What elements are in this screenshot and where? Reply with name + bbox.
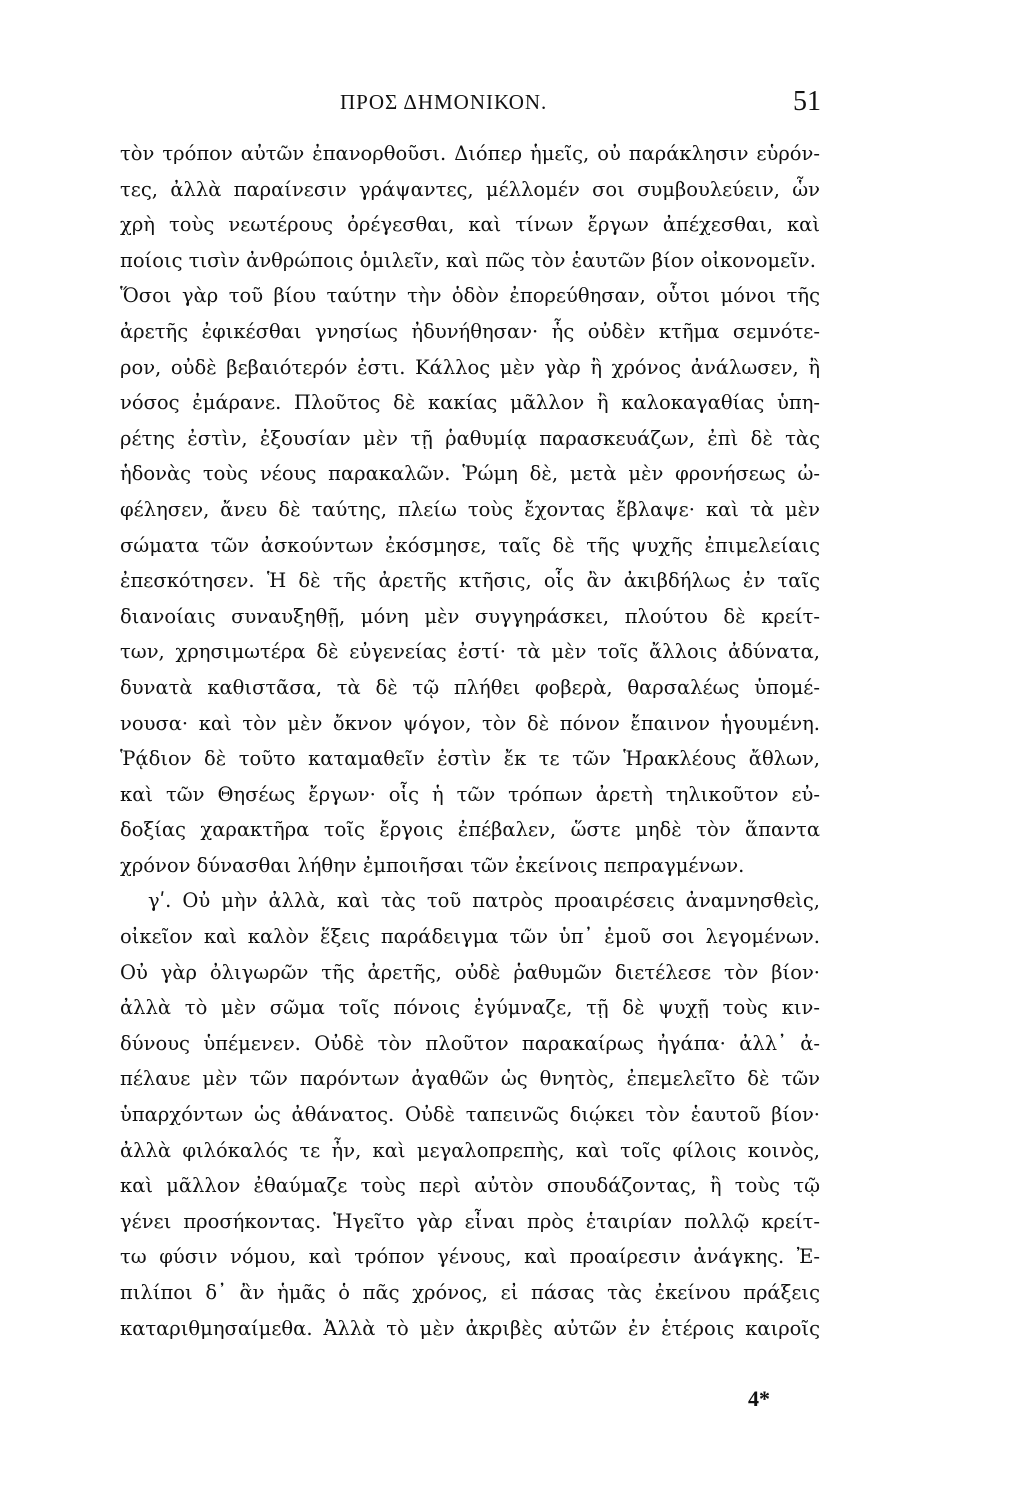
text-line: νουσα· καὶ τὸν μὲν ὄκνον ψόγον, τὸν δὲ πόνον ἔπαινον ἡγουμένη. — [120, 711, 820, 735]
text-line: ἡδονὰς τοὺς νέους παρακαλῶν. Ῥώμη δὲ, μετὰ μὲν φρονήσεως ὠ- — [120, 462, 820, 486]
text-line: δοξίας χαρακτῆρα τοῖς ἔργοις ἐπέβαλεν, ὥστε μηδὲ τὸν ἅπαντα — [120, 818, 820, 842]
text-line: ἀλλὰ φιλόκαλός τε ἦν, καὶ μεγαλοπρεπὴς, καὶ τοῖς φίλοις κοινὸς, — [120, 1138, 820, 1162]
text-line: Οὐ γὰρ ὀλιγωρῶν τῆς ἀρετῆς, οὐδὲ ῥαθυμῶν διετέλεσε τὸν βίον· — [120, 960, 820, 984]
text-line: πέλαυε μὲν τῶν παρόντων ἀγαθῶν ὡς θνητὸς, ἐπεμελεῖτο δὲ τῶν — [120, 1067, 820, 1091]
text-line: τες, ἀλλὰ παραίνεσιν γράψαντες, μέλλομέν σοι συμβουλεύειν, ὧν — [120, 177, 820, 201]
text-line: χρὴ τοὺς νεωτέρους ὀρέγεσθαι, καὶ τίνων ἔργων ἀπέχεσθαι, καὶ — [120, 213, 820, 237]
text-line: χρόνον δύνασθαι λήθην ἐμποιῆσαι τῶν ἐκείνοις πεπραγμένων. — [120, 853, 745, 877]
text-line: γένει προσήκοντας. Ἡγεῖτο γὰρ εἶναι πρὸς ἑταιρίαν πολλῷ κρείτ- — [120, 1209, 820, 1233]
text-line: πιλίποι δ᾽ ἂν ἡμᾶς ὁ πᾶς χρόνος, εἰ πάσας τὰς ἐκείνου πράξεις — [120, 1281, 820, 1304]
text-line: Ὅσοι γὰρ τοῦ βίου ταύτην τὴν ὁδὸν ἐπορεύθησαν, οὗτοι μόνοι τῆς — [120, 284, 820, 308]
body-text — [120, 136, 820, 1346]
text-line: σώματα τῶν ἀσκούντων ἐκόσμησε, ταῖς δὲ τῆς ψυχῆς ἐπιμελείαις — [120, 533, 820, 557]
text-line: τω φύσιν νόμου, καὶ τρόπον γένους, καὶ προαίρεσιν ἀνάγκης. Ἐ- — [120, 1245, 820, 1269]
text-line: ὑπαρχόντων ὡς ἀθάνατος. Οὐδὲ ταπεινῶς διῴκει τὸν ἑαυτοῦ βίον· — [120, 1103, 820, 1127]
text-line: ποίοις τισὶν ἀνθρώποις ὁμιλεῖν, καὶ πῶς τὸν ἑαυτῶν βίον οἰκονομεῖν. — [120, 248, 816, 272]
signature-mark: 4* — [748, 1386, 770, 1411]
text-line: ρέτης ἐστὶν, ἐξουσίαν μὲν τῇ ῥαθυμίᾳ παρασκευάζων, ἐπὶ δὲ τὰς — [120, 426, 820, 450]
section-start-line: γʹ. Οὐ μὴν ἀλλὰ, καὶ τὰς τοῦ πατρὸς προαιρέσεις ἀναμνησθεὶς, — [148, 889, 820, 913]
text-line: τὸν τρόπον αὐτῶν ἐπανορθοῦσι. Διόπερ ἡμεῖς, οὐ παράκλησιν εὑρόν- — [120, 142, 820, 165]
text-line: καὶ τῶν Θησέως ἔργων· οἷς ἡ τῶν τρόπων ἀρετὴ τηλικοῦτον εὐ- — [120, 782, 820, 806]
running-head-title: ΠΡΟΣ ΔΗΜΟΝΙΚΟΝ. — [340, 90, 548, 114]
page-number: 51 — [793, 86, 821, 117]
text-line: ἀρετῆς ἐφικέσθαι γνησίως ἠδυνήθησαν· ἧς οὐδὲν κτῆμα σεμνότε- — [120, 319, 820, 343]
running-head — [0, 86, 1025, 126]
text-line: ἀλλὰ τὸ μὲν σῶμα τοῖς πόνοις ἐγύμναζε, τῇ δὲ ψυχῇ τοὺς κιν- — [120, 996, 820, 1020]
text-line: των, χρησιμωτέρα δὲ εὐγενείας ἐστί· τὰ μὲν τοῖς ἄλλοις ἀδύνατα, — [120, 640, 820, 664]
text-line: δυνατὰ καθιστᾶσα, τὰ δὲ τῷ πλήθει φοβερὰ, θαρσαλέως ὑπομέ- — [120, 675, 820, 699]
text-line: οἰκεῖον καὶ καλὸν ἕξεις παράδειγμα τῶν ὑπ᾽ ἐμοῦ σοι λεγομένων. — [120, 925, 820, 949]
text-line: ρον, οὐδὲ βεβαιότερόν ἐστι. Κάλλος μὲν γὰρ ἢ χρόνος ἀνάλωσεν, ἢ — [120, 355, 820, 379]
text-line: καὶ μᾶλλον ἐθαύμαζε τοὺς περὶ αὐτὸν σπουδάζοντας, ἢ τοὺς τῷ — [120, 1174, 820, 1198]
text-line: διανοίαις συναυξηθῇ, μόνη μὲν συγγηράσκει, πλούτου δὲ κρείτ- — [120, 604, 820, 628]
text-line: καταριθμησαίμεθα. Ἀλλὰ τὸ μὲν ἀκριβὲς αὐτῶν ἐν ἑτέροις καιροῖς — [120, 1316, 820, 1340]
text-line: νόσος ἐμάρανε. Πλοῦτος δὲ κακίας μᾶλλον ἢ καλοκαγαθίας ὑπη- — [120, 391, 820, 415]
text-line: Ῥᾴδιον δὲ τοῦτο καταμαθεῖν ἐστὶν ἔκ τε τῶν Ἡρακλέους ἄθλων, — [120, 747, 820, 771]
text-line: ἐπεσκότησεν. Ἡ δὲ τῆς ἀρετῆς κτῆσις, οἷς ἂν ἀκιβδήλως ἐν ταῖς — [120, 569, 820, 593]
text-line: φέλησεν, ἄνευ δὲ ταύτης, πλείω τοὺς ἔχοντας ἔβλαψε· καὶ τὰ μὲν — [120, 497, 820, 521]
text-line: δύνους ὑπέμενεν. Οὐδὲ τὸν πλοῦτον παρακαίρως ἠγάπα· ἀλλ᾽ ἀ- — [120, 1031, 820, 1055]
